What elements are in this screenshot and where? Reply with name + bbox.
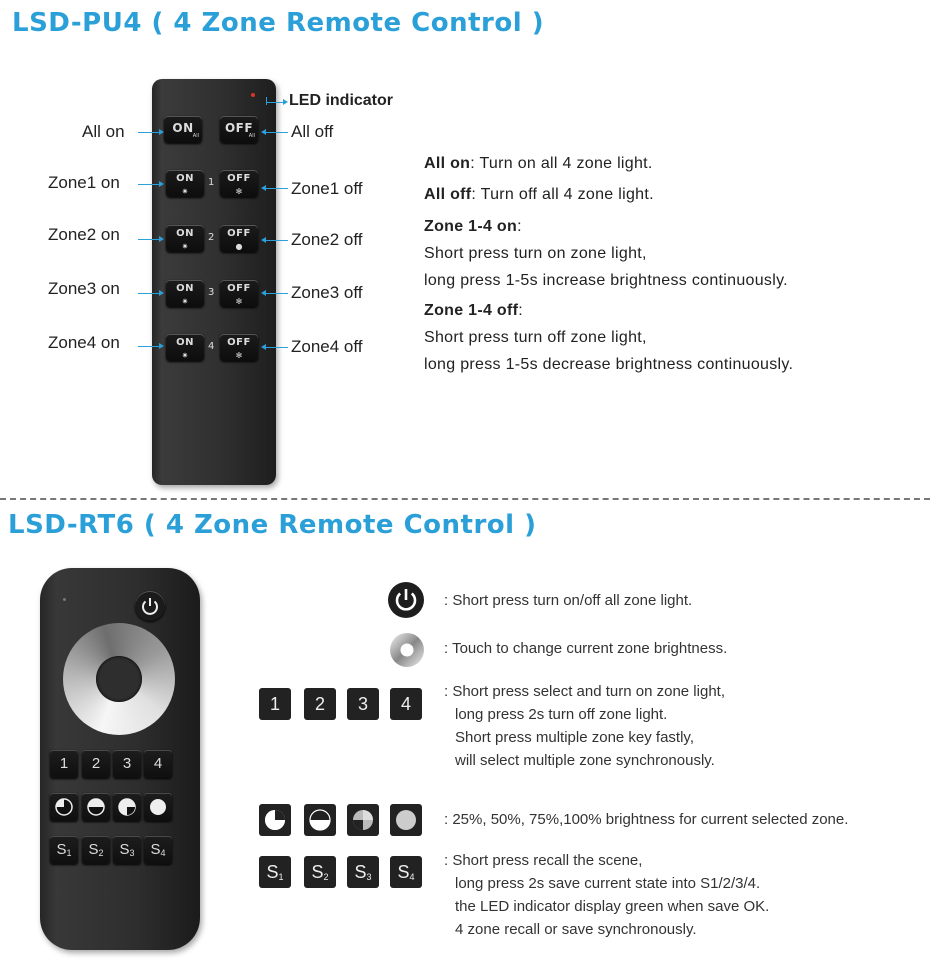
zone1-on-button[interactable] [166,170,204,197]
desc-zone-off-colon: : [518,302,524,319]
zone3-number: 3 [208,287,215,298]
zone1-off-button[interactable] [220,170,258,197]
zone2-off-pointer [266,240,288,241]
dim-icon: ✻ [235,187,243,196]
legend-brightness-colon: : [444,811,449,828]
desc-all-on-title: All on [424,155,471,172]
scene1-key[interactable] [50,836,78,864]
callout-zone1-off: Zone1 off [291,179,363,198]
callout-zone2-off: Zone2 off [291,230,363,249]
all-on-button-sub: All [192,133,199,139]
scene1-key-s: S [56,841,67,858]
legend-zone-line3: Short press multiple zone key fastly, [455,729,694,746]
all-on-button[interactable] [164,116,202,143]
zone2-number: 2 [208,232,215,243]
callout-zone4-off: Zone4 off [291,337,363,356]
scene2-key[interactable] [82,836,110,864]
legend-scene2-s: S [311,862,324,882]
arrow-right-icon [283,99,288,105]
arrow-right-icon [159,236,164,242]
legend-zone3-key: 3 [347,688,379,720]
all-on-pointer [138,132,160,133]
legend-brightness-25-key [259,804,291,836]
led-pointer-line [266,102,284,103]
legend-zone2-key: 2 [304,688,336,720]
callout-zone3-on: Zone3 on [48,279,120,298]
led-indicator [63,598,66,601]
desc-zone-on-line2: long press 1-5s increase brightness continuously. [424,272,788,289]
legend-scene3-s: S [354,862,367,882]
legend-brightness-text: 25%, 50%, 75%,100% brightness for current selected zone. [452,811,849,828]
legend-scene1-n: 1 [278,872,284,882]
desc-all-on [424,155,653,173]
desc-zone-on-title: Zone 1-4 on [424,218,518,235]
legend-scene3-n: 3 [366,872,372,882]
legend-power-text: : Short press turn on/off all zone light. [444,592,693,609]
legend-scene4-s: S [397,862,410,882]
zone1-off-label: OFF [227,173,251,184]
desc-zone-off-title: Zone 1-4 off [424,302,519,319]
all-on-button-label: ON [172,121,194,135]
legend-scene1-s: S [266,862,279,882]
power-icon [387,581,425,619]
desc-all-on-text: : Turn on all 4 zone light. [470,155,653,172]
zone1-off-pointer [266,188,288,189]
callout-zone1-on: Zone1 on [48,173,120,192]
brightness-100-icon [390,804,422,836]
zone2-on-label: ON [176,228,194,239]
section1-title: LSD-PU4 ( 4 Zone Remote Control ) [12,8,545,38]
all-off-button-label: OFF [224,121,254,135]
desc-zone-off-line2: long press 1-5s decrease brightness continuously. [424,356,794,373]
zone3-on-label: ON [176,283,194,294]
all-off-pointer [266,132,288,133]
brightness-75-icon [347,804,379,836]
callout-led-indicator: LED indicator [289,92,394,109]
callout-zone3-off: Zone3 off [291,283,363,302]
zone3-off-label: OFF [227,283,251,294]
zone4-on-label: ON [176,337,194,348]
legend-zone1-key: 1 [259,688,291,720]
zone1-key[interactable]: 1 [50,750,78,778]
zone4-off-button[interactable] [220,334,258,361]
legend-brightness-100-key [390,804,422,836]
section-divider [0,498,930,500]
legend-scene1-key [259,856,291,888]
zone3-off-pointer [266,293,288,294]
zone4-number: 4 [208,341,215,352]
legend-scene-line2: long press 2s save current state into S1/2/3/4. [455,875,761,892]
arrow-right-icon [159,181,164,187]
arrow-right-icon [159,129,164,135]
sun-icon: ✷ [181,242,189,251]
zone2-on-button[interactable] [166,225,204,252]
brightness-100-key[interactable] [144,793,172,821]
arrow-right-icon [159,290,164,296]
sun-icon: ✷ [181,187,189,196]
zone3-off-button[interactable] [220,280,258,307]
legend-scene-line4: 4 zone recall or save synchronously. [455,921,697,938]
desc-all-off-text: : Turn off all 4 zone light. [471,186,654,203]
dim-icon: ✻ [235,297,243,306]
zone3-key[interactable]: 3 [113,750,141,778]
arrow-right-icon [159,343,164,349]
dim-icon: ● [235,242,243,251]
desc-all-off-title: All off [424,186,472,203]
scene1-key-n: 1 [66,848,72,858]
zone1-on-label: ON [176,173,194,184]
legend-scene-line3: the LED indicator display green when save OK. [455,898,770,915]
power-icon [135,591,165,621]
desc-zone-on-heading [424,218,522,236]
zone4-off-pointer [266,347,288,348]
legend-scene4-n: 4 [409,872,415,882]
desc-all-off [424,186,654,204]
zone3-on-button[interactable] [166,280,204,307]
scene3-key[interactable] [113,836,141,864]
desc-zone-off-heading [424,302,523,320]
scene2-key-s: S [88,841,99,858]
brightness-25-icon [50,793,78,821]
legend-zone-line1: : Short press select and turn on zone light, [444,683,725,700]
legend-zone-line4: will select multiple zone synchronously. [455,752,715,769]
touch-wheel-icon [389,632,425,668]
legend-scene2-n: 2 [323,872,329,882]
zone2-off-label: OFF [227,228,251,239]
scene2-key-n: 2 [98,848,104,858]
scene3-key-s: S [119,841,130,858]
legend-zone-line2: long press 2s turn off zone light. [455,706,668,723]
legend-power-icon [387,581,425,623]
led-indicator [251,93,255,97]
zone2-key[interactable]: 2 [82,750,110,778]
legend-brightness [444,809,848,832]
legend-scene3-key [347,856,379,888]
legend-zone4-key: 4 [390,688,422,720]
legend-wheel-text: : Touch to change current zone brightness. [444,640,728,657]
zone1-number: 1 [208,177,215,188]
scene4-key-s: S [150,841,161,858]
dim-icon: ✻ [235,351,243,360]
callout-all-off: All off [291,122,334,141]
brightness-100-icon [144,793,172,821]
zone3-on-pointer [138,293,160,294]
scene4-key-n: 4 [160,848,166,858]
zone4-key[interactable]: 4 [144,750,172,778]
all-off-button-sub: All [248,133,255,139]
brightness-75-icon [113,793,141,821]
legend-brightness-50-key [304,804,336,836]
led-pointer-line [266,97,267,105]
power-button[interactable] [135,591,165,621]
scene4-key[interactable] [144,836,172,864]
legend-scene-line1: : Short press recall the scene, [444,852,643,869]
legend-scene2-key [304,856,336,888]
touch-wheel-center [96,656,142,702]
sun-icon: ✷ [181,297,189,306]
all-off-button[interactable] [220,116,258,143]
zone4-on-button[interactable] [166,334,204,361]
desc-zone-on-line1: Short press turn on zone light, [424,245,647,262]
legend-brightness-75-key [347,804,379,836]
zone4-off-label: OFF [227,337,251,348]
desc-zone-off-line1: Short press turn off zone light, [424,329,647,346]
zone2-on-pointer [138,239,160,240]
zone4-on-pointer [138,346,160,347]
brightness-25-icon [259,804,291,836]
brightness-75-key[interactable] [113,793,141,821]
section2-title: LSD-RT6 ( 4 Zone Remote Control ) [8,510,537,540]
desc-zone-on-colon: : [517,218,522,235]
brightness-50-key[interactable] [82,793,110,821]
brightness-50-icon [304,804,336,836]
callout-all-on: All on [82,122,125,141]
brightness-50-icon [82,793,110,821]
brightness-25-key[interactable] [50,793,78,821]
legend-wheel-icon [389,632,425,672]
callout-zone4-on: Zone4 on [48,333,120,352]
zone1-on-pointer [138,184,160,185]
sun-icon: ✷ [181,351,189,360]
callout-zone2-on: Zone2 on [48,225,120,244]
zone2-off-button[interactable] [220,225,258,252]
legend-scene4-key [390,856,422,888]
scene3-key-n: 3 [129,848,135,858]
